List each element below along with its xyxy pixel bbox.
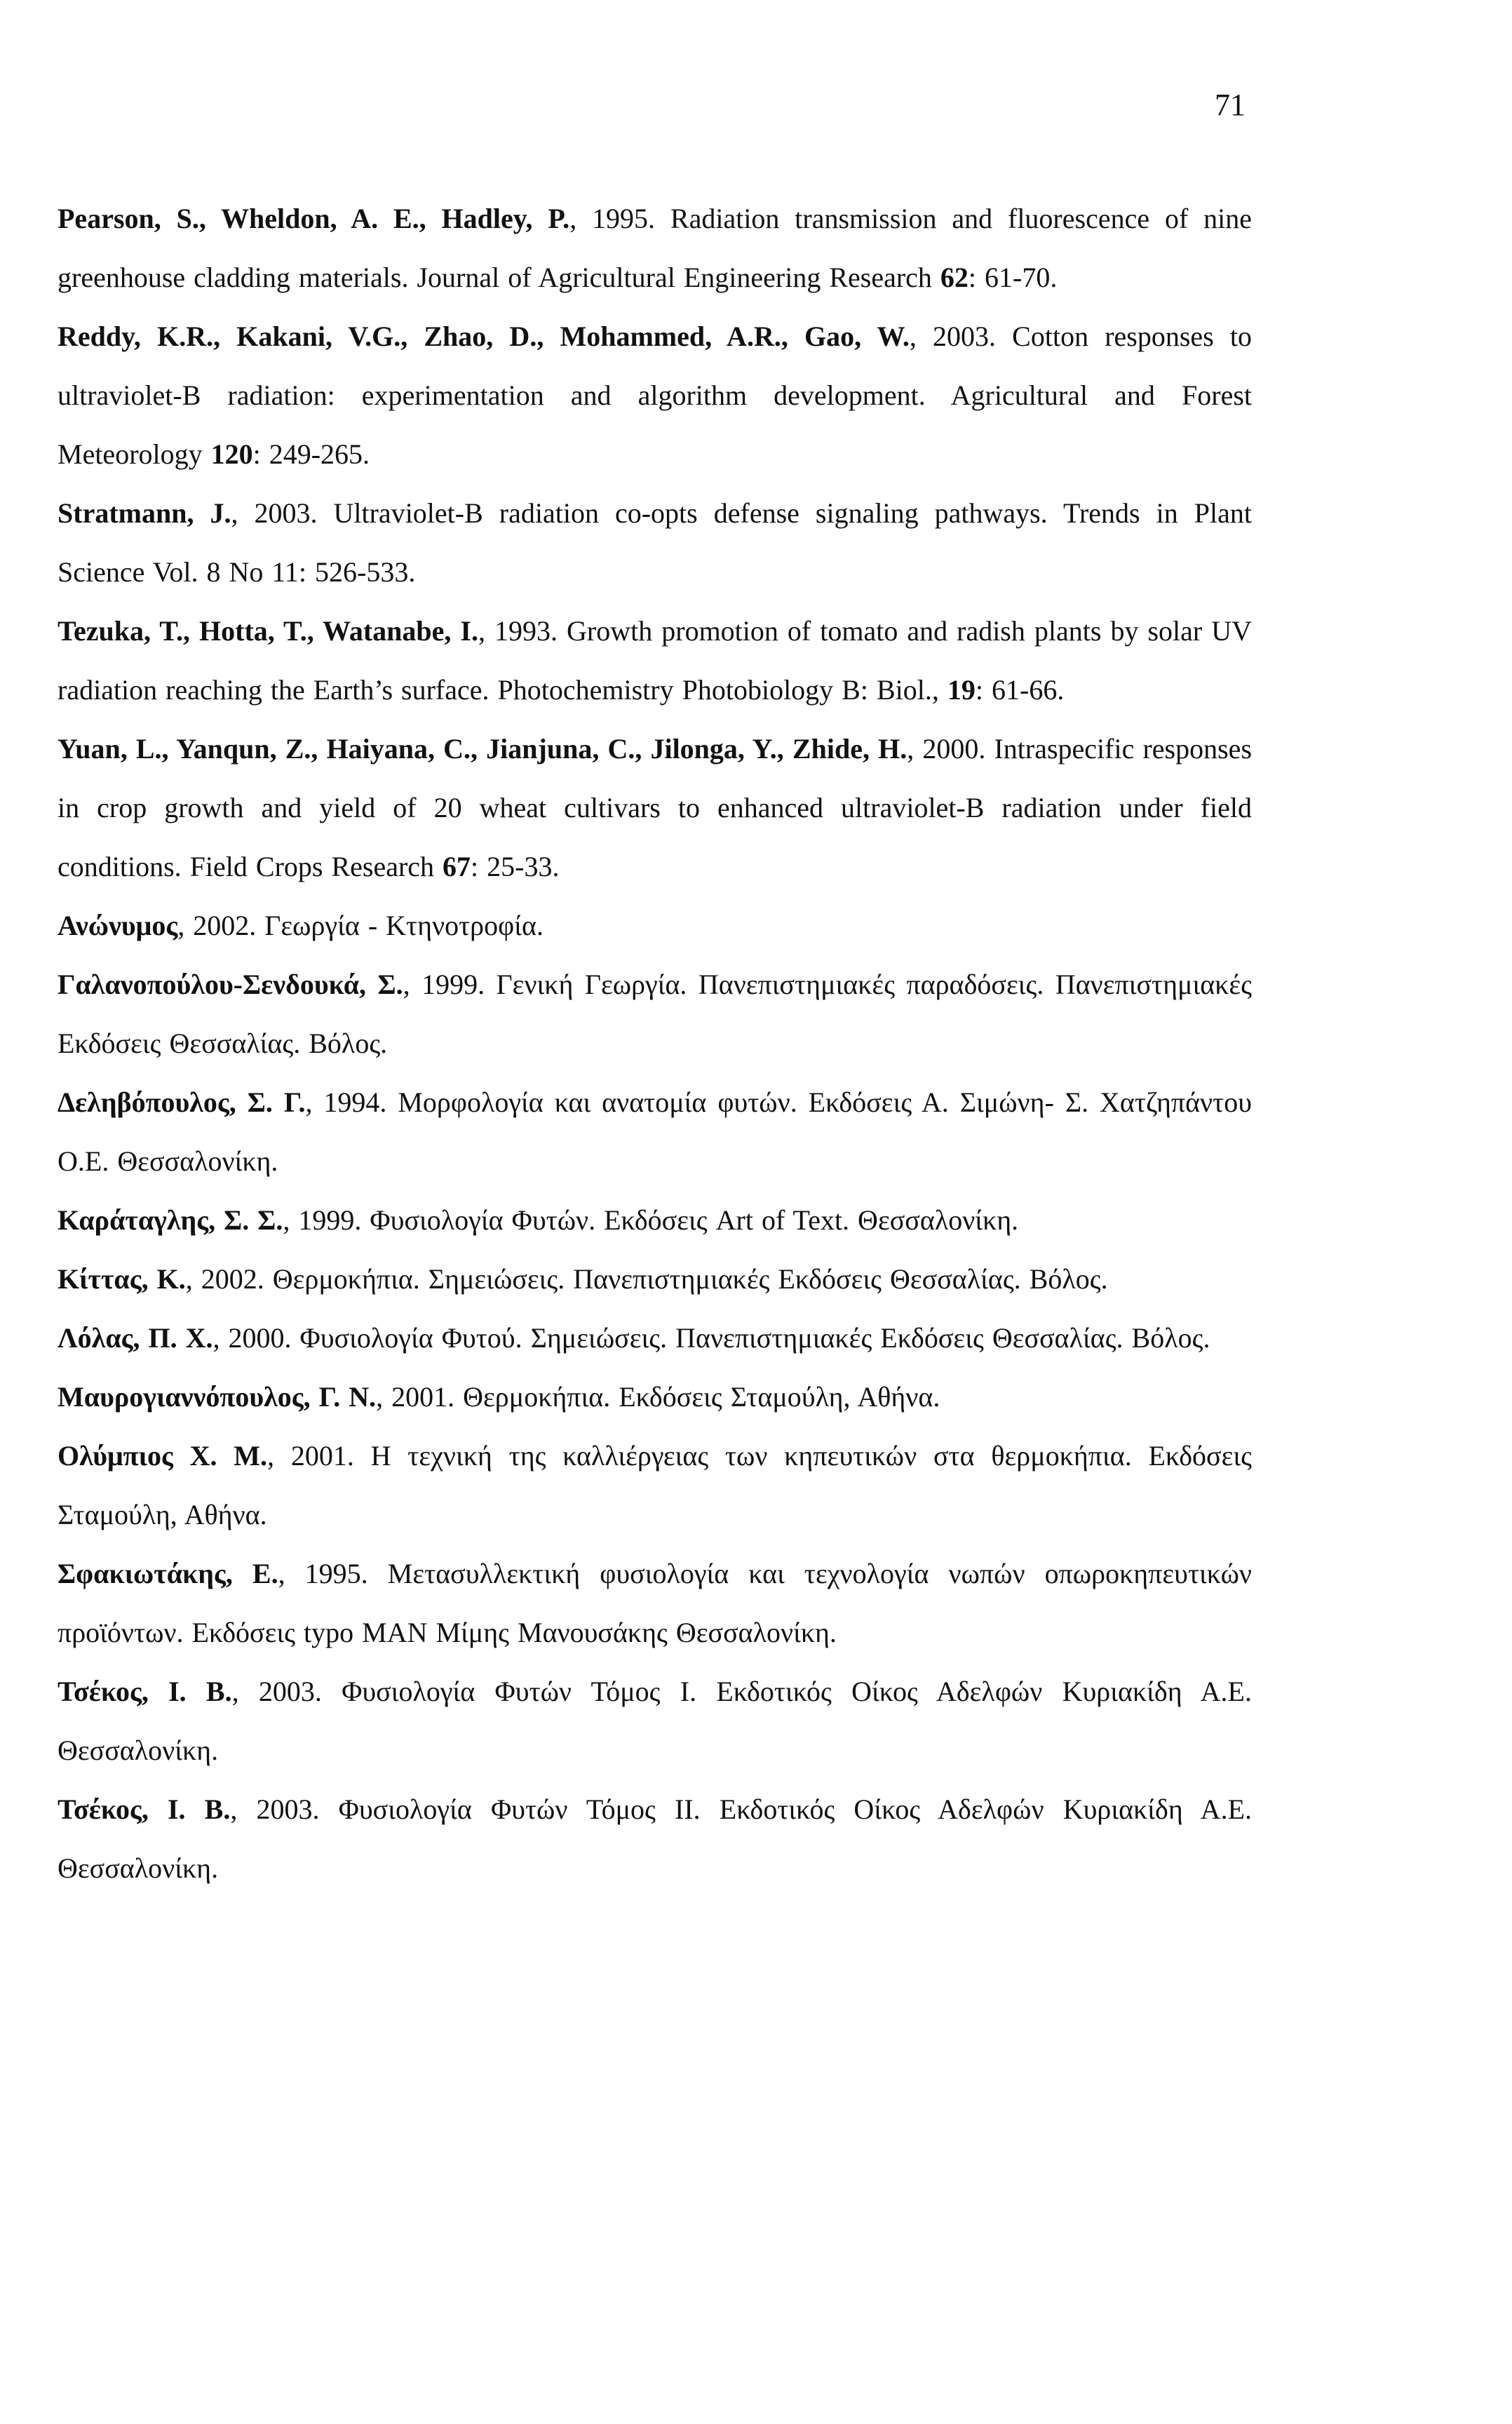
reference-year: , 1999. [283,1204,370,1236]
reference-entry [58,1073,1252,1191]
reference-authors: Τσέκος, Ι. Β. [58,1793,231,1825]
reference-authors: Ολύμπιος Χ. Μ. [58,1440,268,1472]
reference-entry [58,484,1252,602]
reference-authors: Yuan, L., Yanqun, Z., Haiyana, C., Jianjuna, C., Jilonga, Y., Zhide, H. [58,733,907,765]
reference-authors: Pearson, S., Wheldon, A. E., Hadley, P. [58,203,570,234]
reference-authors: Ανώνυμος [58,910,178,941]
reference-entry [58,307,1252,484]
reference-year: , 1999. [403,969,497,1000]
reference-volume: 120 [210,438,253,470]
reference-volume: 19 [947,674,976,706]
reference-authors: Λόλας, Π. Χ. [58,1322,213,1354]
reference-list [58,189,1252,1898]
reference-entry [58,1544,1252,1662]
reference-authors: Μαυρογιαννόπουλος, Γ. Ν. [58,1381,377,1413]
reference-year: , 2003. [231,1676,342,1707]
reference-text: Θερμοκήπια. Εκδόσεις Σταμούλη, Αθήνα. [463,1381,940,1413]
reference-entry [58,955,1252,1073]
reference-text: Φυσιολογία Φυτού. Σημειώσεις. Πανεπιστημιακές Εκδόσεις Θεσσαλίας. Βόλος. [299,1322,1210,1354]
reference-year: , 2001. [267,1440,371,1472]
reference-entry [58,896,1252,955]
reference-year: , 1995. [569,203,670,234]
reference-pages: : 61-70. [968,262,1058,293]
reference-entry [58,189,1252,307]
reference-year: , 2003. [909,321,1013,352]
page-number: 71 [1215,88,1246,122]
reference-text: Radiation transmission and fluorescence of nine greenhouse cladding materials. Journal of Agricultural Engineering Research [58,203,1252,293]
reference-entry [58,1662,1252,1780]
reference-year: , 1993. [478,615,567,647]
reference-pages: : 25-33. [471,851,560,882]
reference-entry [58,1780,1252,1898]
reference-year: , 1994. [305,1086,398,1118]
reference-year: , 2003. [231,497,334,529]
reference-entry [58,1368,1252,1427]
reference-entry [58,1250,1252,1309]
reference-pages: : 61-66. [975,674,1065,706]
reference-entry [58,1191,1252,1250]
reference-pages: : 249-265. [252,438,370,470]
reference-year: , 2001. [376,1381,464,1413]
reference-text: Γεωργία - Κτηνοτροφία. [264,910,544,941]
reference-entry [58,1427,1252,1544]
reference-text: Φυσιολογία Φυτών. Εκδόσεις Art of Text. Θεσσαλονίκη. [370,1204,1019,1236]
reference-text: Θερμοκήπια. Σημειώσεις. Πανεπιστημιακές Εκδόσεις Θεσσαλίας. Βόλος. [272,1263,1108,1295]
reference-year: , 2003. [230,1793,339,1825]
reference-text: Φυσιολογία Φυτών Τόμος ΙΙ. Εκδοτικός Οίκος Αδελφών Κυριακίδη Α.Ε. Θεσσαλονίκη. [58,1793,1252,1884]
reference-text: Γενική Γεωργία. Πανεπιστημιακές παραδόσεις. Πανεπιστημιακές Εκδόσεις Θεσσαλίας. Βόλος. [58,969,1253,1059]
reference-text: Μετασυλλεκτική φυσιολογία και τεχνολογία νωπών οπωροκηπευτικών προϊόντων. Εκδόσεις typo MAN Μίμης Μανουσάκης Θεσσαλονίκη. [58,1558,1253,1648]
reference-year: , 2002. [177,910,265,941]
reference-year: , 2002. [185,1263,273,1295]
reference-year: , 2000. [212,1322,300,1354]
reference-authors: Reddy, K.R., Kakani, V.G., Zhao, D., Mohammed, A.R., Gao, W. [58,321,910,352]
reference-authors: Καράταγλης, Σ. Σ. [58,1204,283,1236]
reference-text: Η τεχνική της καλλιέργειας των κηπευτικών στα θερμοκήπια. Εκδόσεις Σταμούλη, Αθήνα. [58,1440,1253,1530]
reference-text: Growth promotion of tomato and radish plants by solar UV radiation reaching the Earth’s surface. Photochemistry Photobiology B: Biol., [58,615,1252,706]
reference-authors: Tezuka, T., Hotta, T., Watanabe, I. [58,615,478,647]
reference-authors: Γαλανοπούλου-Σενδουκά, Σ. [58,969,403,1000]
reference-text: Φυσιολογία Φυτών Τόμος Ι. Εκδοτικός Οίκος Αδελφών Κυριακίδη Α.Ε. Θεσσαλονίκη. [58,1676,1252,1766]
reference-entry [58,1309,1252,1368]
reference-volume: 67 [443,851,471,882]
reference-text: Ultraviolet-B radiation co-opts defense signaling pathways. Trends in Plant Science Vol. 8 No 11: 526-533. [58,497,1252,588]
reference-year: , 1995. [278,1558,388,1589]
reference-text: Μορφολογία και ανατομία φυτών. Εκδόσεις Α. Σιμώνη- Σ. Χατζηπάντου Ο.Ε. Θεσσαλονίκη. [58,1086,1253,1177]
reference-entry [58,602,1252,720]
reference-authors: Κίττας, Κ. [58,1263,186,1295]
reference-authors: Τσέκος, Ι. Β. [58,1676,232,1707]
reference-volume: 62 [940,262,968,293]
reference-year: , 2000. [907,733,994,765]
reference-entry [58,720,1252,896]
reference-authors: Stratmann, J. [58,497,231,529]
reference-authors: Σφακιωτάκης, Ε. [58,1558,278,1589]
reference-text: Cotton responses to ultraviolet-B radiation: experimentation and algorithm development. Agricultural and Forest Meteorology [58,321,1253,470]
reference-authors: Δεληβόπουλος, Σ. Γ. [58,1086,306,1118]
reference-text: Intraspecific responses in crop growth and yield of 20 wheat cultivars to enhanced ultraviolet-B radiation under field conditions. Field Crops Research [58,733,1253,882]
